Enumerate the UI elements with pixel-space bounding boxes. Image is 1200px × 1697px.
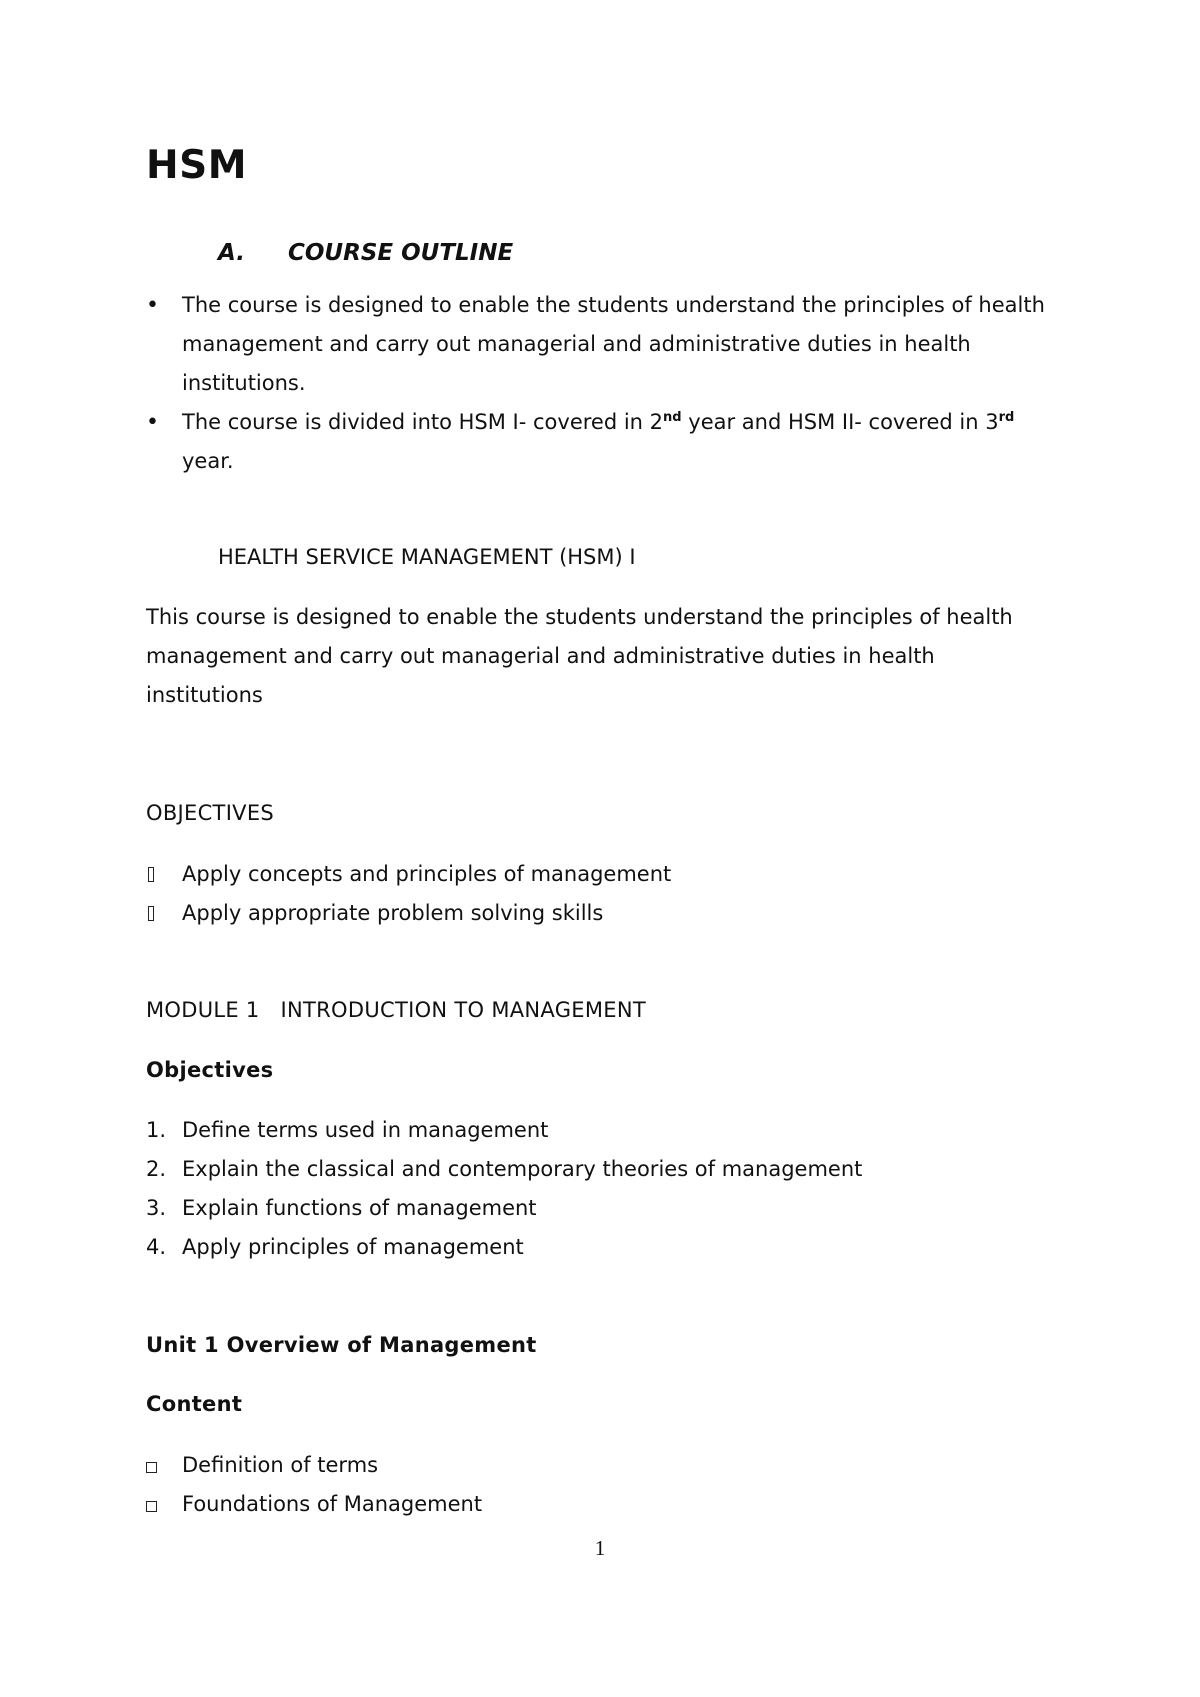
unit1-heading: Unit 1 Overview of Management	[146, 1333, 537, 1357]
content-item-text: Definition of terms	[182, 1453, 379, 1477]
ordinal-suffix: rd	[998, 410, 1015, 425]
outline-bullet-1-text: The course is designed to enable the students understand the principles of health management and carry out managerial and administrative duties in health institutions.	[182, 293, 1045, 395]
section-letter: A.	[218, 240, 245, 266]
page-number: 1	[594, 1536, 606, 1560]
document-title: HSM	[146, 143, 248, 188]
module1-objectives-heading: Objectives	[146, 1058, 274, 1082]
ordinal-suffix: nd	[663, 410, 682, 425]
square-bullet-icon	[146, 1462, 157, 1473]
section-heading-course-outline	[218, 240, 513, 266]
missing-glyph-bullet-icon	[148, 867, 154, 882]
module1-heading: MODULE 1 INTRODUCTION TO MANAGEMENT	[146, 998, 646, 1022]
module-objective-text: Explain the classical and contemporary theories of management	[182, 1157, 863, 1181]
module-objective-text: Explain functions of management	[182, 1196, 537, 1220]
course-outline-list	[146, 286, 1046, 481]
module-objective-text: Define terms used in management	[182, 1118, 549, 1142]
outline-bullet-2-part1: The course is divided into HSM I- covered in 2	[182, 410, 664, 434]
content-list	[146, 1446, 1046, 1524]
list-item	[146, 403, 1046, 481]
list-item	[146, 894, 1046, 933]
missing-glyph-bullet-icon	[148, 906, 154, 921]
list-item	[146, 286, 1046, 403]
module-objective-text: Apply principles of management	[182, 1235, 524, 1259]
bullet-dot-icon: •	[146, 293, 159, 318]
list-item	[146, 1111, 1046, 1150]
objectives-list	[146, 855, 1046, 933]
list-item	[146, 1485, 1046, 1524]
list-number: 2.	[146, 1157, 167, 1181]
outline-bullet-2-part2: year and HSM II- covered in 3	[681, 410, 999, 434]
list-item	[146, 1228, 1046, 1267]
list-number: 1.	[146, 1118, 167, 1142]
objectives-heading: OBJECTIVES	[146, 801, 275, 825]
list-number: 4.	[146, 1235, 167, 1259]
list-item	[146, 1150, 1046, 1189]
list-item	[146, 855, 1046, 894]
content-item-text: Foundations of Management	[182, 1492, 483, 1516]
section-label: COURSE OUTLINE	[288, 240, 514, 266]
square-bullet-icon	[146, 1501, 157, 1512]
module1-objectives-list	[146, 1111, 1046, 1267]
hsm1-paragraph: This course is designed to enable the students understand the principles of health management and carry out managerial and administrative duties in health institutions	[146, 605, 1013, 707]
objective-text: Apply appropriate problem solving skills	[182, 901, 604, 925]
outline-bullet-2-part3: year.	[182, 449, 234, 473]
hsm1-heading: HEALTH SERVICE MANAGEMENT (HSM) I	[218, 545, 636, 569]
list-item	[146, 1189, 1046, 1228]
list-item	[146, 1446, 1046, 1485]
content-heading: Content	[146, 1392, 243, 1416]
bullet-dot-icon: •	[146, 410, 159, 435]
list-number: 3.	[146, 1196, 167, 1220]
objective-text: Apply concepts and principles of management	[182, 862, 672, 886]
